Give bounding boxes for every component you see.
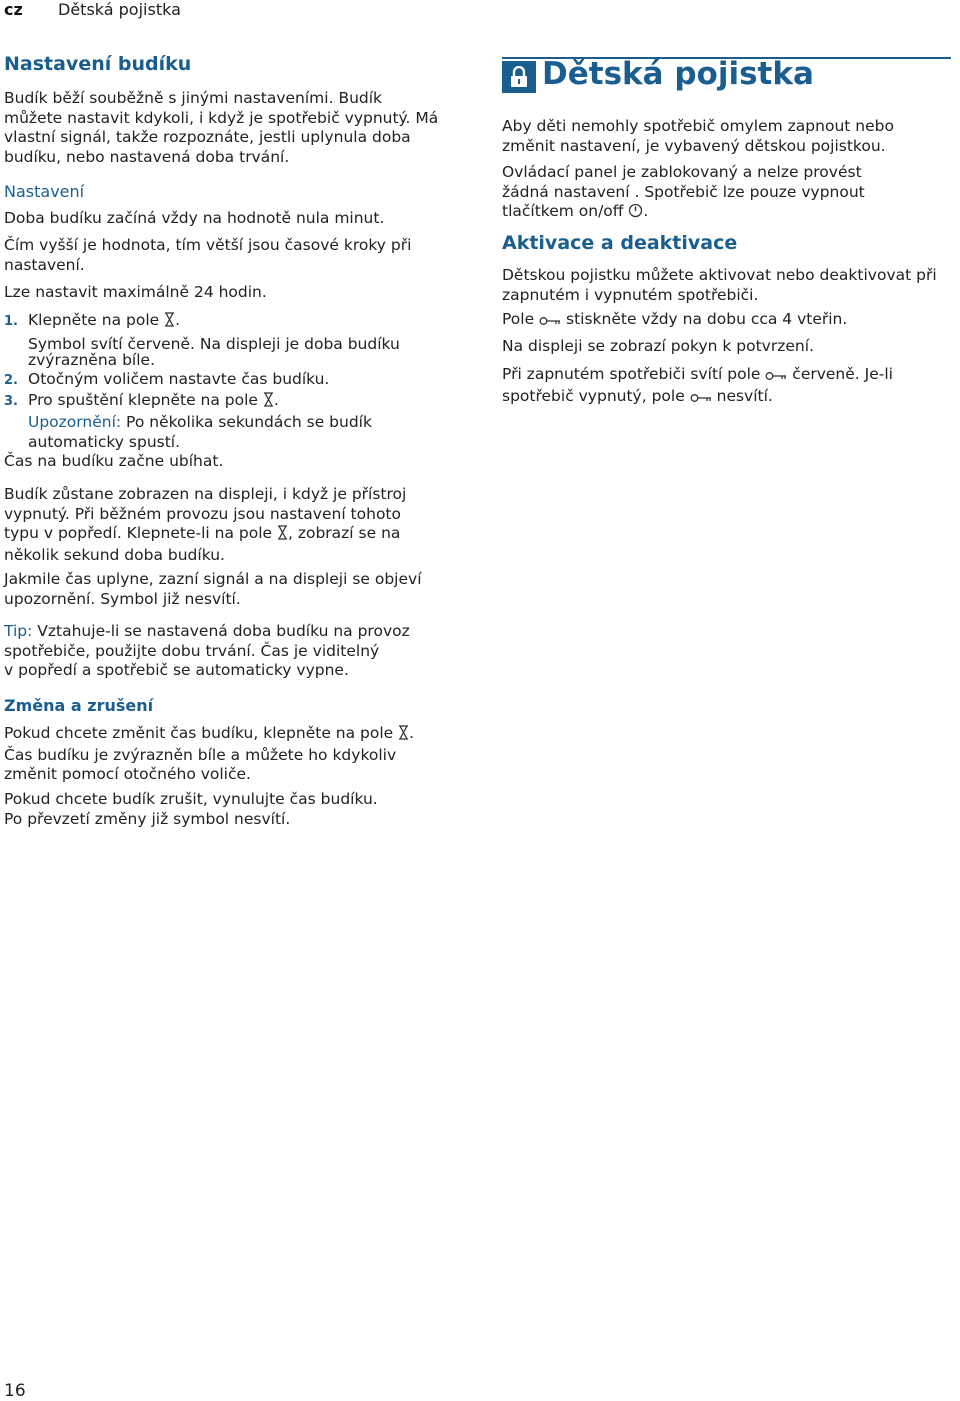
activation-paragraph: [502, 266, 952, 305]
right-line: Pole: [502, 310, 535, 328]
paragraph-line: Jakmile čas uplyne, zazní signál a na displeji se objeví: [4, 570, 422, 588]
step-2: [4, 370, 474, 391]
right-line: změnit nastavení, je vybavený dětskou pojistkou.: [502, 136, 886, 155]
right-line: červeně. Je-li: [792, 365, 893, 383]
right-line: spotřebič vypnutý, pole: [502, 386, 685, 405]
change-line: Čas budíku je zvýrazněn bíle a můžete ho kdykoliv: [4, 745, 397, 764]
intro-line: budíku, nebo nastavená doba trvání.: [4, 147, 290, 166]
paragraph-line: typu v popředí. Klepnete-li na pole: [4, 524, 273, 542]
cancel-line: Po převzetí změny již symbol nesvítí.: [4, 809, 291, 828]
tip-text: v popředí a spotřebič se automaticky vypne.: [4, 661, 349, 679]
key-icon: [690, 389, 712, 409]
paragraph-display: [4, 485, 474, 565]
step-text: Klepněte na pole: [28, 311, 160, 329]
right-line: Aby děti nemohly spotřebič omylem zapnout nebo: [502, 117, 894, 135]
intro-line: můžete nastavit kdykoli, i když je spotřebič vypnutý. Má: [4, 108, 439, 127]
paragraph-line: upozornění. Symbol již nesvítí.: [4, 589, 241, 608]
subheading-change: Změna a zrušení: [4, 696, 154, 715]
power-icon: [628, 203, 643, 224]
change-paragraph: Pokud chcete změnit čas budíku, klepněte na pole . Čas budíku je zvýrazněn bíle a můžete ho kdykoliv změnit pomocí otočného voliče.: [4, 724, 474, 785]
key-icon: [539, 312, 561, 332]
paragraph-signal: [4, 570, 474, 609]
right-line: Při zapnutém spotřebiči svítí pole: [502, 365, 761, 383]
cancel-paragraph: [4, 790, 474, 829]
note-text: automaticky spustí.: [28, 432, 181, 451]
step-text: Pro spuštění klepněte na pole: [28, 391, 258, 409]
child-lock-intro: [502, 117, 952, 156]
language-code: cz: [4, 0, 23, 19]
header-title: Dětská pojistka: [58, 0, 181, 19]
step-1-detail: [4, 335, 468, 370]
right-line: žádná nastavení . Spotřebič lze pouze vypnout: [502, 182, 865, 201]
step-detail-line: Symbol svítí červeně. Na displeji je doba budíku: [28, 335, 400, 353]
timer-icon: [277, 525, 288, 546]
subheading-setting: Nastavení: [4, 182, 85, 201]
page-number: 16: [4, 1381, 26, 1401]
step-text: Otočným voličem nastavte čas budíku.: [28, 370, 330, 388]
step-number: 2.: [4, 373, 18, 388]
paragraph-line: několik sekund doba budíku.: [4, 545, 225, 564]
activation-key-instruction: [502, 310, 952, 332]
timer-icon: [164, 312, 175, 333]
key-status-paragraph: [502, 365, 952, 408]
setting-text-3: Lze nastavit maximálně 24 hodin.: [4, 283, 267, 301]
after-steps-text: Čas na budíku začne ubíhat.: [4, 452, 224, 470]
timer-icon: [398, 725, 409, 746]
step-detail-line: zvýrazněna bíle.: [28, 350, 156, 369]
intro-paragraph: [4, 89, 474, 167]
note-text: Po několika sekundách se budík: [126, 413, 372, 431]
tip-text: spotřebiče, použijte dobu trvání. Čas je viditelný: [4, 641, 380, 660]
cancel-line: Pokud chcete budík zrušit, vynulujte čas budíku.: [4, 790, 378, 808]
right-line: stiskněte vždy na dobu cca 4 vteřin.: [566, 310, 848, 328]
right-line: Dětskou pojistku můžete aktivovat nebo deaktivovat při: [502, 266, 937, 284]
setting-line: nastavení.: [4, 255, 85, 274]
intro-line: vlastní signál, takže rozpoznáte, jestli uplynula doba: [4, 128, 411, 146]
intro-line: Budík běží souběžně s jinými nastaveními. Budík: [4, 89, 383, 107]
setting-text-1: Doba budíku začíná vždy na hodnotě nula minut.: [4, 209, 385, 227]
step-number: 1.: [4, 314, 18, 329]
paragraph-line: Budík zůstane zobrazen na displeji, i když je přístroj: [4, 485, 407, 503]
child-lock-title: Dětská pojistka: [542, 56, 814, 92]
paragraph-line: , zobrazí se na: [287, 524, 401, 542]
step-3: 3. Pro spuštění klepněte na pole .: [4, 391, 474, 413]
change-line: změnit pomocí otočného voliče.: [4, 765, 251, 783]
right-line: Ovládací panel je zablokovaný a nelze provést: [502, 163, 862, 181]
step-3-note: [4, 413, 468, 452]
step-number: 3.: [4, 394, 18, 409]
right-line: tlačítkem on/off: [502, 202, 624, 220]
timer-icon: [263, 392, 274, 413]
tip-box: [4, 622, 474, 681]
lock-icon: [502, 61, 536, 93]
paragraph-line: vypnutý. Při běžném provozu jsou nastavení tohoto: [4, 504, 401, 523]
child-lock-panel: Ovládací panel je zablokovaný a nelze provést žádná nastavení . Spotřebič lze pouze vypnout tlačítkem on/off .: [502, 163, 952, 224]
subheading-activation: Aktivace a deaktivace: [502, 232, 738, 254]
right-line: nesvítí.: [716, 386, 773, 405]
key-icon: [765, 367, 787, 387]
tip-text: Vztahuje-li se nastavená doba budíku na provoz: [37, 622, 410, 640]
setting-text-2: [4, 236, 474, 275]
right-line: zapnutém i vypnutém spotřebiči.: [502, 285, 759, 304]
change-line: Pokud chcete změnit čas budíku, klepněte na pole: [4, 724, 394, 742]
note-label: Upozornění:: [28, 413, 122, 431]
confirm-prompt-text: Na displeji se zobrazí pokyn k potvrzení.: [502, 337, 814, 355]
setting-line: Čím vyšší je hodnota, tím větší jsou časové kroky při: [4, 236, 412, 254]
section-heading-alarm: Nastavení budíku: [4, 53, 192, 75]
tip-label: Tip:: [4, 622, 33, 640]
step-1: 1. Klepněte na pole .: [4, 311, 474, 333]
